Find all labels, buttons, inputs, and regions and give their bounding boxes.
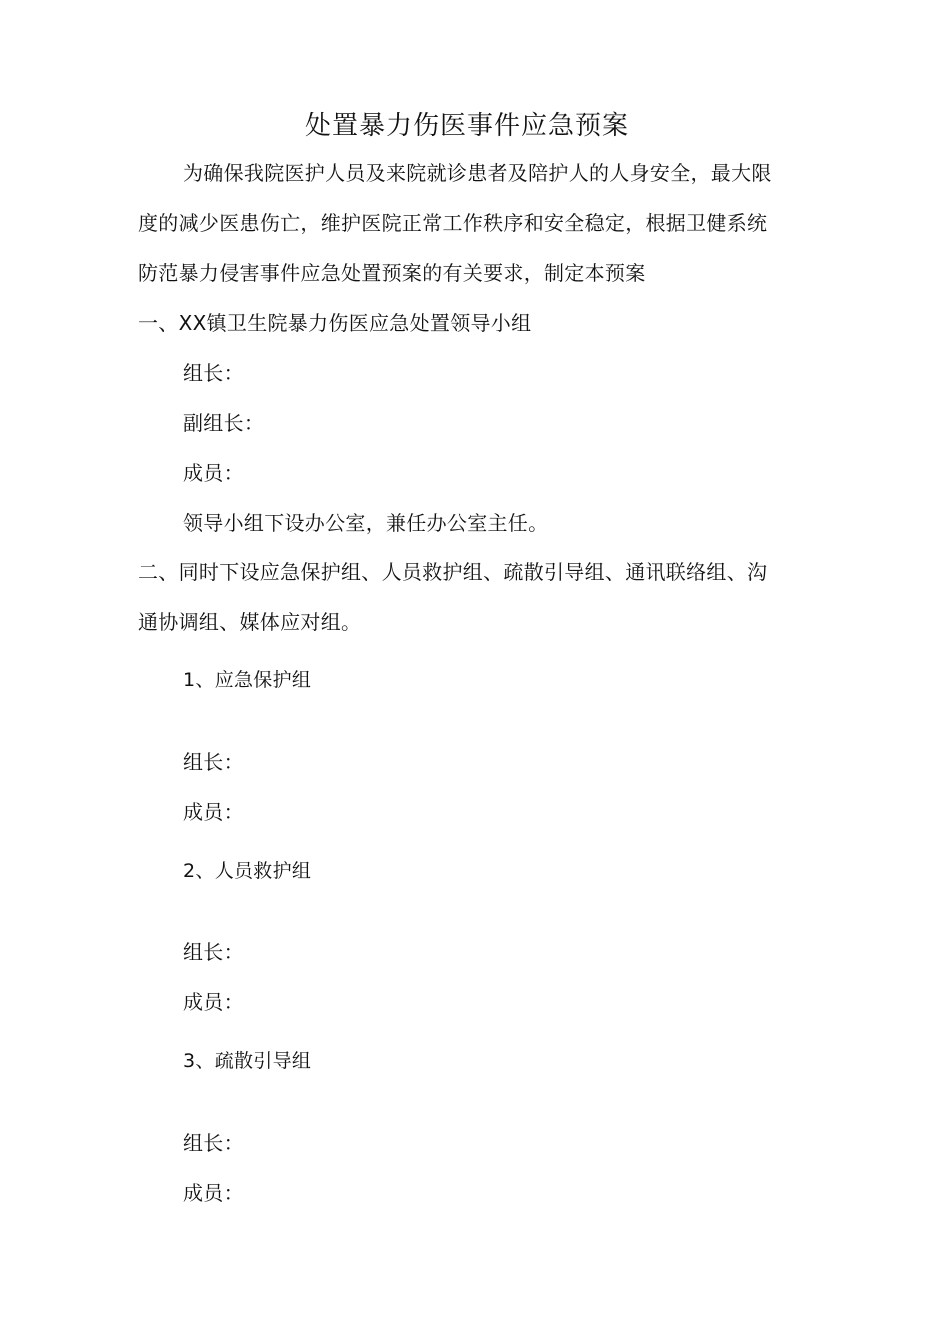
group-1-members-label: 成员：: [183, 800, 244, 824]
group-3-members-label: 成员：: [183, 1181, 244, 1205]
group-2-title: 2、人员救护组: [183, 860, 312, 882]
intro-line-2: 度的减少医患伤亡，维护医院正常工作秩序和安全稳定，根据卫健系统: [138, 211, 768, 235]
document-title: 处置暴力伤医事件应急预案: [305, 111, 630, 141]
section1-leader-label: 组长：: [183, 361, 244, 385]
group-2-members-label: 成员：: [183, 990, 244, 1014]
group-1-title: 1、应急保护组: [183, 669, 312, 691]
section1-members-label: 成员：: [183, 461, 244, 485]
intro-line-1: 为确保我院医护人员及来院就诊患者及陪护人的人身安全，最大限: [183, 161, 772, 185]
group-3-title: 3、疏散引导组: [183, 1050, 312, 1072]
intro-line-3: 防范暴力侵害事件应急处置预案的有关要求，制定本预案: [138, 261, 646, 285]
group-2-leader-label: 组长：: [183, 940, 244, 964]
section1-heading: 一、XX镇卫生院暴力伤医应急处置领导小组: [138, 311, 532, 335]
section1-office-note: 领导小组下设办公室，兼任办公室主任。: [183, 511, 549, 535]
section2-heading-line-1: 二、同时下设应急保护组、人员救护组、疏散引导组、通讯联络组、沟: [138, 560, 768, 584]
group-1-leader-label: 组长：: [183, 750, 244, 774]
section2-heading-line-2: 通协调组、媒体应对组。: [138, 610, 362, 634]
group-3-leader-label: 组长：: [183, 1131, 244, 1155]
section1-deputy-label: 副组长：: [183, 411, 265, 435]
